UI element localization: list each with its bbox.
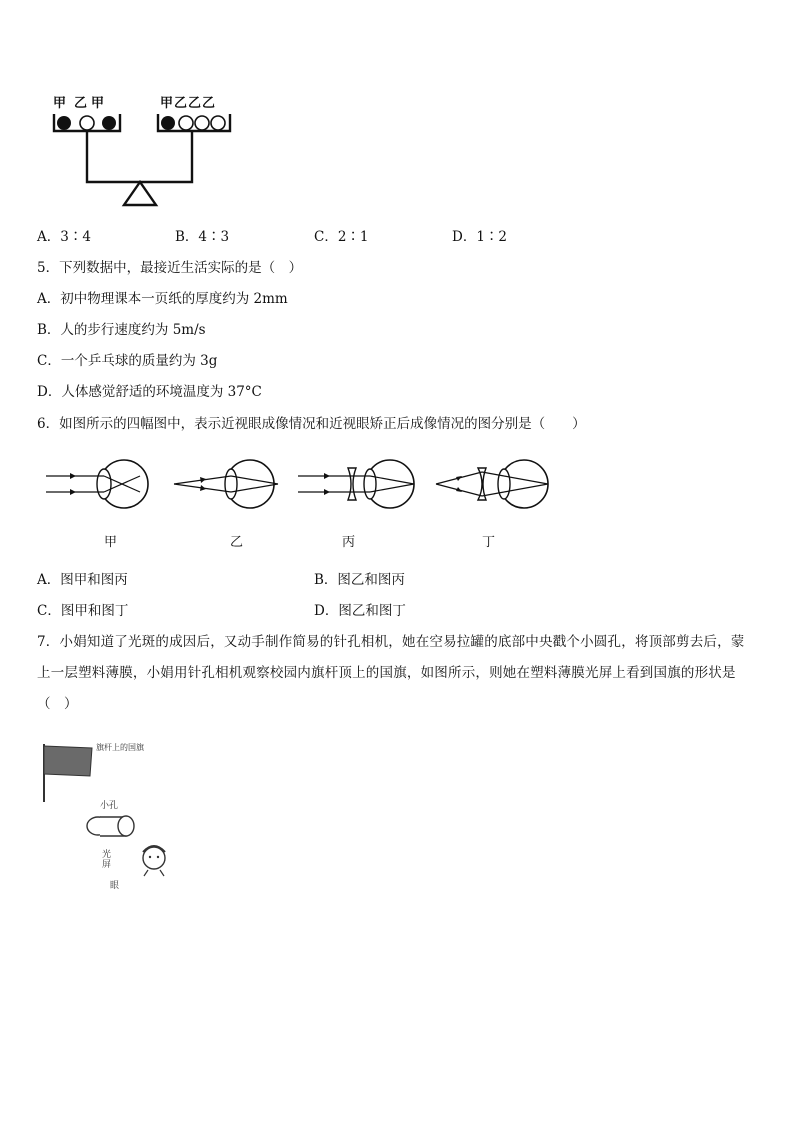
q4-option-d[interactable]: D．1∶2: [452, 229, 508, 245]
eye-diagram-bing: [298, 455, 428, 515]
eye-diagrams: [40, 455, 560, 555]
q4-option-c[interactable]: C．2∶1: [314, 229, 369, 245]
label-eye: 眼: [110, 881, 120, 891]
q5-option-a[interactable]: A．初中物理课本一页纸的厚度约为 2mm: [37, 291, 288, 307]
label-yi: 乙: [174, 96, 189, 111]
q6-stem: 6．如图所示的四幅图中，表示近视眼成像情况和近视眼矫正后成像情况的图分别是（ ）: [37, 416, 586, 432]
label-jia: 甲: [160, 96, 175, 111]
q7-stem-line1: 7．小娟知道了光斑的成因后，又动手制作简易的针孔相机，她在空易拉罐的底部中央戳个小圆孔，将顶部剪去后，蒙: [37, 634, 745, 650]
label-yi: 乙: [74, 96, 92, 111]
label-yi: 乙: [230, 535, 244, 550]
label-yi: 乙: [188, 96, 203, 111]
q5-option-d[interactable]: D．人体感觉舒适的环境温度为 37°C: [37, 384, 262, 400]
q5-option-c[interactable]: C．一个乒乓球的质量约为 3g: [37, 353, 218, 369]
q5-stem: 5．下列数据中，最接近生活实际的是（ ）: [37, 260, 303, 276]
label-ding: 丁: [482, 535, 496, 550]
eye-diagram-jia: [40, 455, 160, 515]
pinhole-sketch: [40, 740, 190, 900]
q6-option-b[interactable]: B．图乙和图丙: [314, 572, 405, 588]
q7-stem-line2: 上一层塑料薄膜，小娟用针孔相机观察校园内旗杆顶上的国旗，如图所示，则她在塑料薄膜光屏上看到国旗的形状是: [37, 665, 736, 681]
label-jia: 甲: [53, 96, 71, 111]
balance-figure: [50, 88, 240, 213]
eye-diagram-ding: [434, 455, 564, 515]
q5-option-b[interactable]: B．人的步行速度约为 5m/s: [37, 322, 206, 338]
pinhole-camera-figure: [40, 740, 190, 900]
q6-option-a[interactable]: A．图甲和图丙: [37, 572, 128, 588]
q4-option-a[interactable]: A．3∶4: [37, 229, 91, 245]
left-pan-labels: [53, 92, 108, 111]
label-jia: 甲: [91, 96, 109, 111]
label-yi: 乙: [202, 96, 217, 111]
label-hole: 小孔: [100, 801, 119, 811]
q6-option-d[interactable]: D．图乙和图丁: [314, 603, 406, 619]
label-jia: 甲: [104, 535, 118, 550]
q4-option-b[interactable]: B．4∶3: [175, 229, 230, 245]
eye-diagram-yi: [170, 455, 290, 515]
label-flag: 旗杆上的国旗: [96, 743, 144, 752]
q6-option-c[interactable]: C．图甲和图丁: [37, 603, 129, 619]
q7-stem-line3: （ ）: [37, 696, 78, 712]
right-pan-labels: [160, 92, 216, 111]
label-bing: 丙: [342, 535, 356, 550]
label-screen: 光屏: [102, 850, 112, 870]
